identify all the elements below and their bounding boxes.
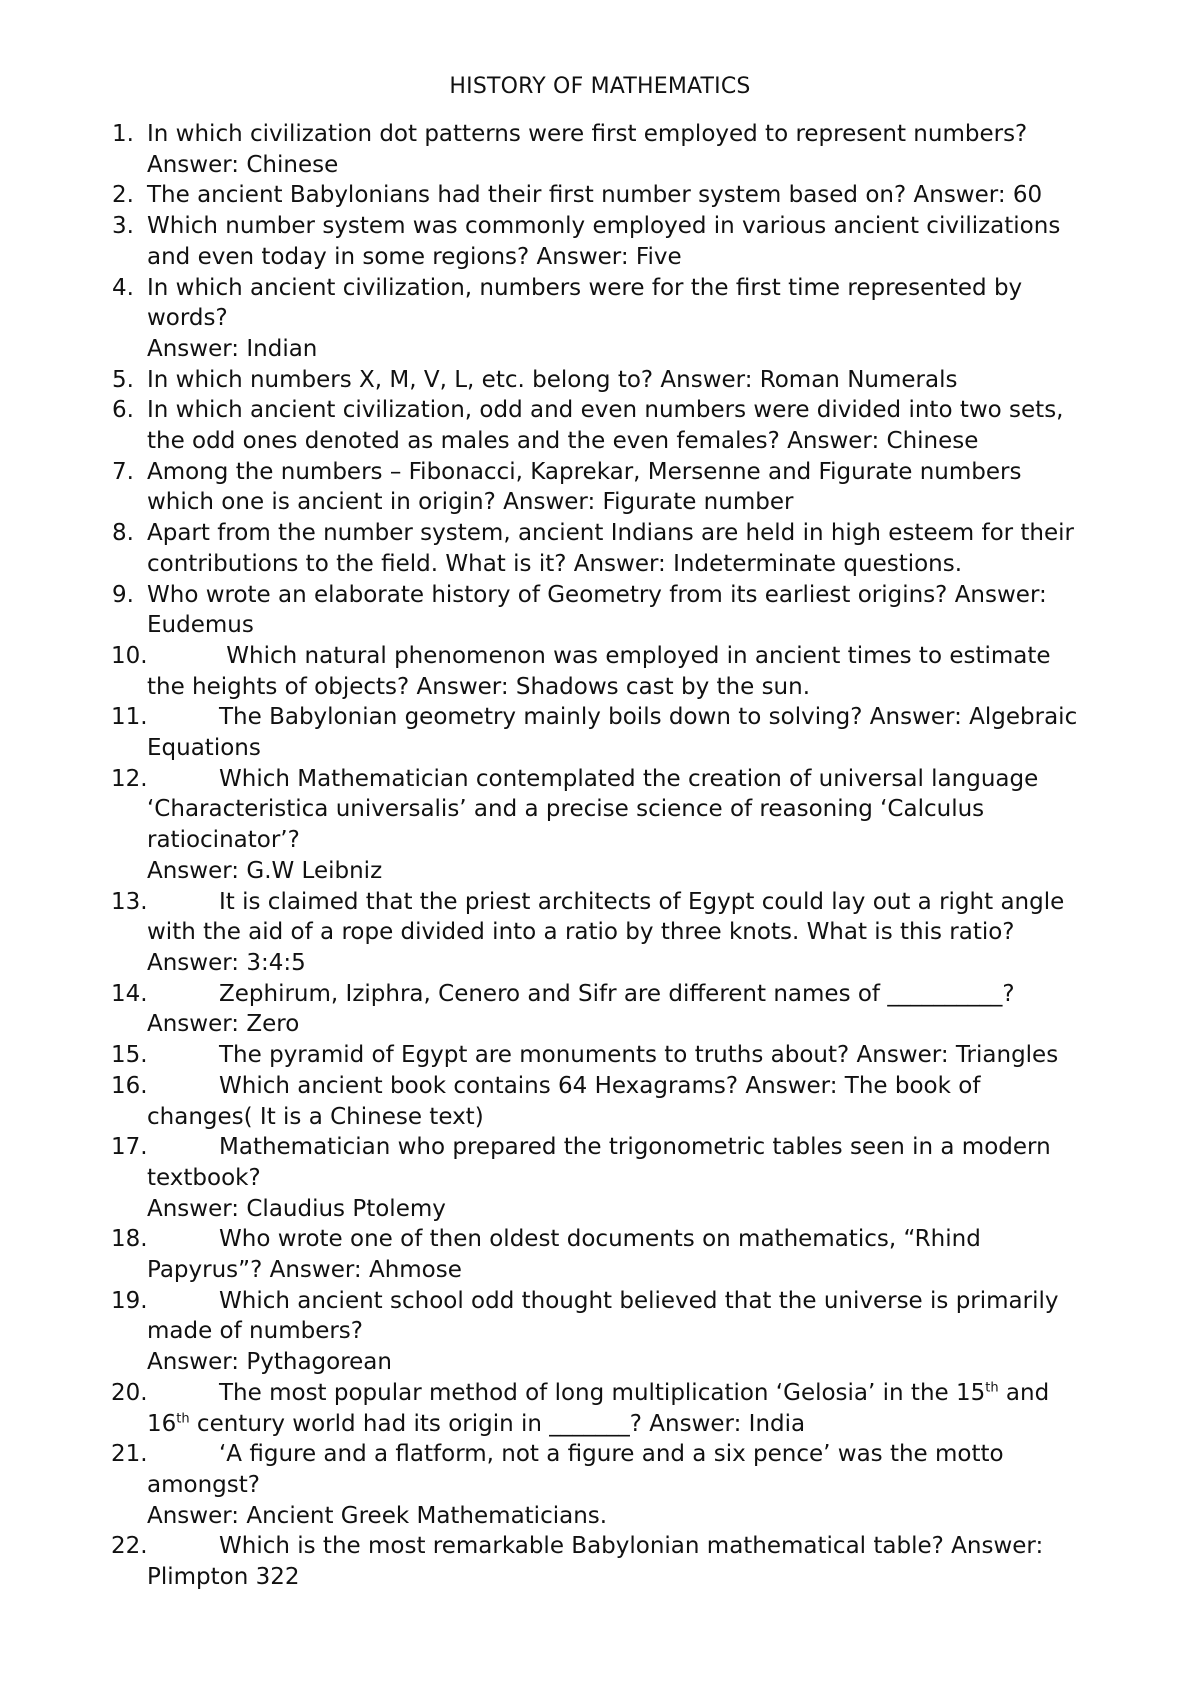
question-text: Which number system was commonly employed in various ancient civilizations <box>147 213 1061 240</box>
question-item <box>0 1040 1200 1071</box>
question-text <box>147 979 1145 1010</box>
question-item <box>0 1378 1200 1439</box>
question-item <box>0 887 1200 979</box>
question-number: 2. <box>112 182 134 209</box>
question-text: Answer: Zero <box>147 1011 300 1038</box>
question-text: with the aid of a rope divided into a ratio by three knots. What is this ratio? <box>147 919 1015 946</box>
question-text-segment: Mathematician who prepared the trigonometric tables seen in a modern <box>219 1134 1051 1161</box>
question-text <box>147 1409 1145 1440</box>
question-number: 10. <box>111 642 148 669</box>
question-text: words? <box>147 305 228 332</box>
question-number: 13. <box>111 888 148 915</box>
question-item <box>0 395 1200 456</box>
question-item <box>0 702 1200 763</box>
question-text-segment: Which is the most remarkable Babylonian mathematical table? Answer: <box>219 1533 1044 1560</box>
question-number: 16. <box>111 1072 148 1099</box>
question-text <box>147 1439 1145 1470</box>
question-text: Who wrote an elaborate history of Geometry from its earliest origins? Answer: <box>147 581 1047 608</box>
document-title: HISTORY OF MATHEMATICS <box>449 74 751 99</box>
question-item <box>0 641 1200 702</box>
question-item <box>0 1071 1200 1132</box>
question-text: In which numbers X, M, V, L, etc. belong to? Answer: Roman Numerals <box>147 366 958 393</box>
question-text: Eudemus <box>147 612 254 639</box>
question-item <box>0 180 1200 211</box>
question-number: 8. <box>112 520 134 547</box>
question-text-segment: 16 <box>147 1410 177 1437</box>
question-text: textbook? <box>147 1164 261 1191</box>
question-text: the odd ones denoted as males and the even females? Answer: Chinese <box>147 428 979 455</box>
question-item <box>0 457 1200 518</box>
question-number: 11. <box>111 704 148 731</box>
question-text-segment: Zephirum, Iziphra, Cenero and Sifr are different names of __________? <box>219 980 1015 1007</box>
question-text: Answer: Pythagorean <box>147 1349 392 1376</box>
question-item <box>0 1132 1200 1224</box>
question-text <box>147 1071 1145 1102</box>
superscript-text: th <box>176 1410 190 1426</box>
question-number: 9. <box>112 581 134 608</box>
question-text: Answer: Claudius Ptolemy <box>147 1195 446 1222</box>
question-item <box>0 365 1200 396</box>
question-number: 22. <box>111 1533 148 1560</box>
question-text: and even today in some regions? Answer: Five <box>147 243 682 270</box>
question-text: Answer: G.W Leibniz <box>147 857 383 884</box>
question-number: 6. <box>112 397 134 424</box>
question-text: Among the numbers – Fibonacci, Kaprekar, Mersenne and Figurate numbers <box>147 458 1022 485</box>
question-number: 3. <box>112 213 134 240</box>
question-text: Answer: Indian <box>147 335 318 362</box>
question-item <box>0 273 1200 365</box>
question-item <box>0 518 1200 579</box>
question-number: 5. <box>112 366 134 393</box>
question-number: 15. <box>111 1042 148 1069</box>
question-text-segment: and <box>998 1379 1050 1406</box>
question-text: ‘Characteristica universalis’ and a precise science of reasoning ‘Calculus <box>147 796 985 823</box>
question-text: changes( It is a Chinese text) <box>147 1103 484 1130</box>
question-text: Apart from the number system, ancient Indians are held in high esteem for their <box>147 520 1074 547</box>
question-text <box>147 887 1145 918</box>
question-text-segment: Which Mathematician contemplated the creation of universal language <box>219 765 1039 792</box>
question-text <box>147 1040 1145 1071</box>
question-number: 19. <box>111 1287 148 1314</box>
question-text: made of numbers? <box>147 1318 363 1345</box>
question-text: Answer: 3:4:5 <box>147 949 306 976</box>
question-number: 20. <box>111 1379 148 1406</box>
question-item <box>0 211 1200 272</box>
question-item <box>0 1286 1200 1378</box>
question-text: Plimpton 322 <box>147 1564 300 1591</box>
question-number: 1. <box>112 121 134 147</box>
question-number: 17. <box>111 1134 148 1161</box>
question-text <box>147 1286 1145 1317</box>
question-text-segment: century world had its origin in _______? Answer: India <box>189 1410 806 1437</box>
question-list <box>0 119 1200 1593</box>
question-text: In which civilization dot patterns were first employed to represent numbers? <box>147 121 1028 147</box>
question-text <box>147 1378 1145 1409</box>
question-text <box>147 764 1145 795</box>
question-number: 18. <box>111 1226 148 1253</box>
superscript-text: th <box>985 1380 999 1396</box>
question-text-segment: Which natural phenomenon was employed in ancient times to estimate <box>219 642 1051 669</box>
question-text-segment: The pyramid of Egypt are monuments to truths about? Answer: Triangles <box>219 1042 1059 1069</box>
question-text-segment: Which ancient book contains 64 Hexagrams? Answer: The book of <box>219 1072 981 1099</box>
question-item <box>0 1224 1200 1285</box>
question-text: Answer: Ancient Greek Mathematicians. <box>147 1502 608 1529</box>
question-text: the heights of objects? Answer: Shadows cast by the sun. <box>147 673 811 700</box>
question-text: The ancient Babylonians had their first number system based on? Answer: 60 <box>147 182 1043 209</box>
question-item <box>0 580 1200 641</box>
question-text <box>147 1531 1145 1562</box>
question-item <box>0 119 1200 180</box>
question-number: 14. <box>111 980 148 1007</box>
question-text-segment: Who wrote one of then oldest documents on mathematics, “Rhind <box>219 1226 981 1253</box>
question-text-segment: The most popular method of long multiplication ‘Gelosia’ in the 15 <box>219 1379 986 1406</box>
question-item <box>0 979 1200 1040</box>
question-number: 4. <box>112 274 134 301</box>
question-number: 21. <box>111 1441 148 1468</box>
question-text: ratiocinator’? <box>147 827 300 854</box>
question-text <box>147 1132 1145 1163</box>
question-text: In which ancient civilization, odd and even numbers were divided into two sets, <box>147 397 1064 424</box>
question-item <box>0 1439 1200 1531</box>
question-text <box>147 702 1145 733</box>
question-text: contributions to the field. What is it? Answer: Indeterminate questions. <box>147 550 963 577</box>
question-number: 12. <box>111 765 148 792</box>
question-item <box>0 764 1200 887</box>
question-text-segment: ‘A figure and a flatform, not a figure and a six pence’ was the motto <box>219 1441 1004 1468</box>
question-text-segment: The Babylonian geometry mainly boils down to solving? Answer: Algebraic <box>219 704 1078 731</box>
question-text: amongst? <box>147 1471 260 1498</box>
question-text: Papyrus”? Answer: Ahmose <box>147 1257 462 1284</box>
question-item <box>0 1531 1200 1592</box>
question-text-segment: It is claimed that the priest architects of Egypt could lay out a right angle <box>219 888 1065 915</box>
question-text <box>147 1224 1145 1255</box>
question-text: Answer: Chinese <box>147 151 339 178</box>
question-text: Equations <box>147 735 261 762</box>
question-number: 7. <box>112 458 134 485</box>
question-text: In which ancient civilization, numbers were for the first time represented by <box>147 274 1023 301</box>
question-text-segment: Which ancient school odd thought believed that the universe is primarily <box>219 1287 1059 1314</box>
question-text: which one is ancient in origin? Answer: Figurate number <box>147 489 794 516</box>
question-text <box>147 641 1145 672</box>
